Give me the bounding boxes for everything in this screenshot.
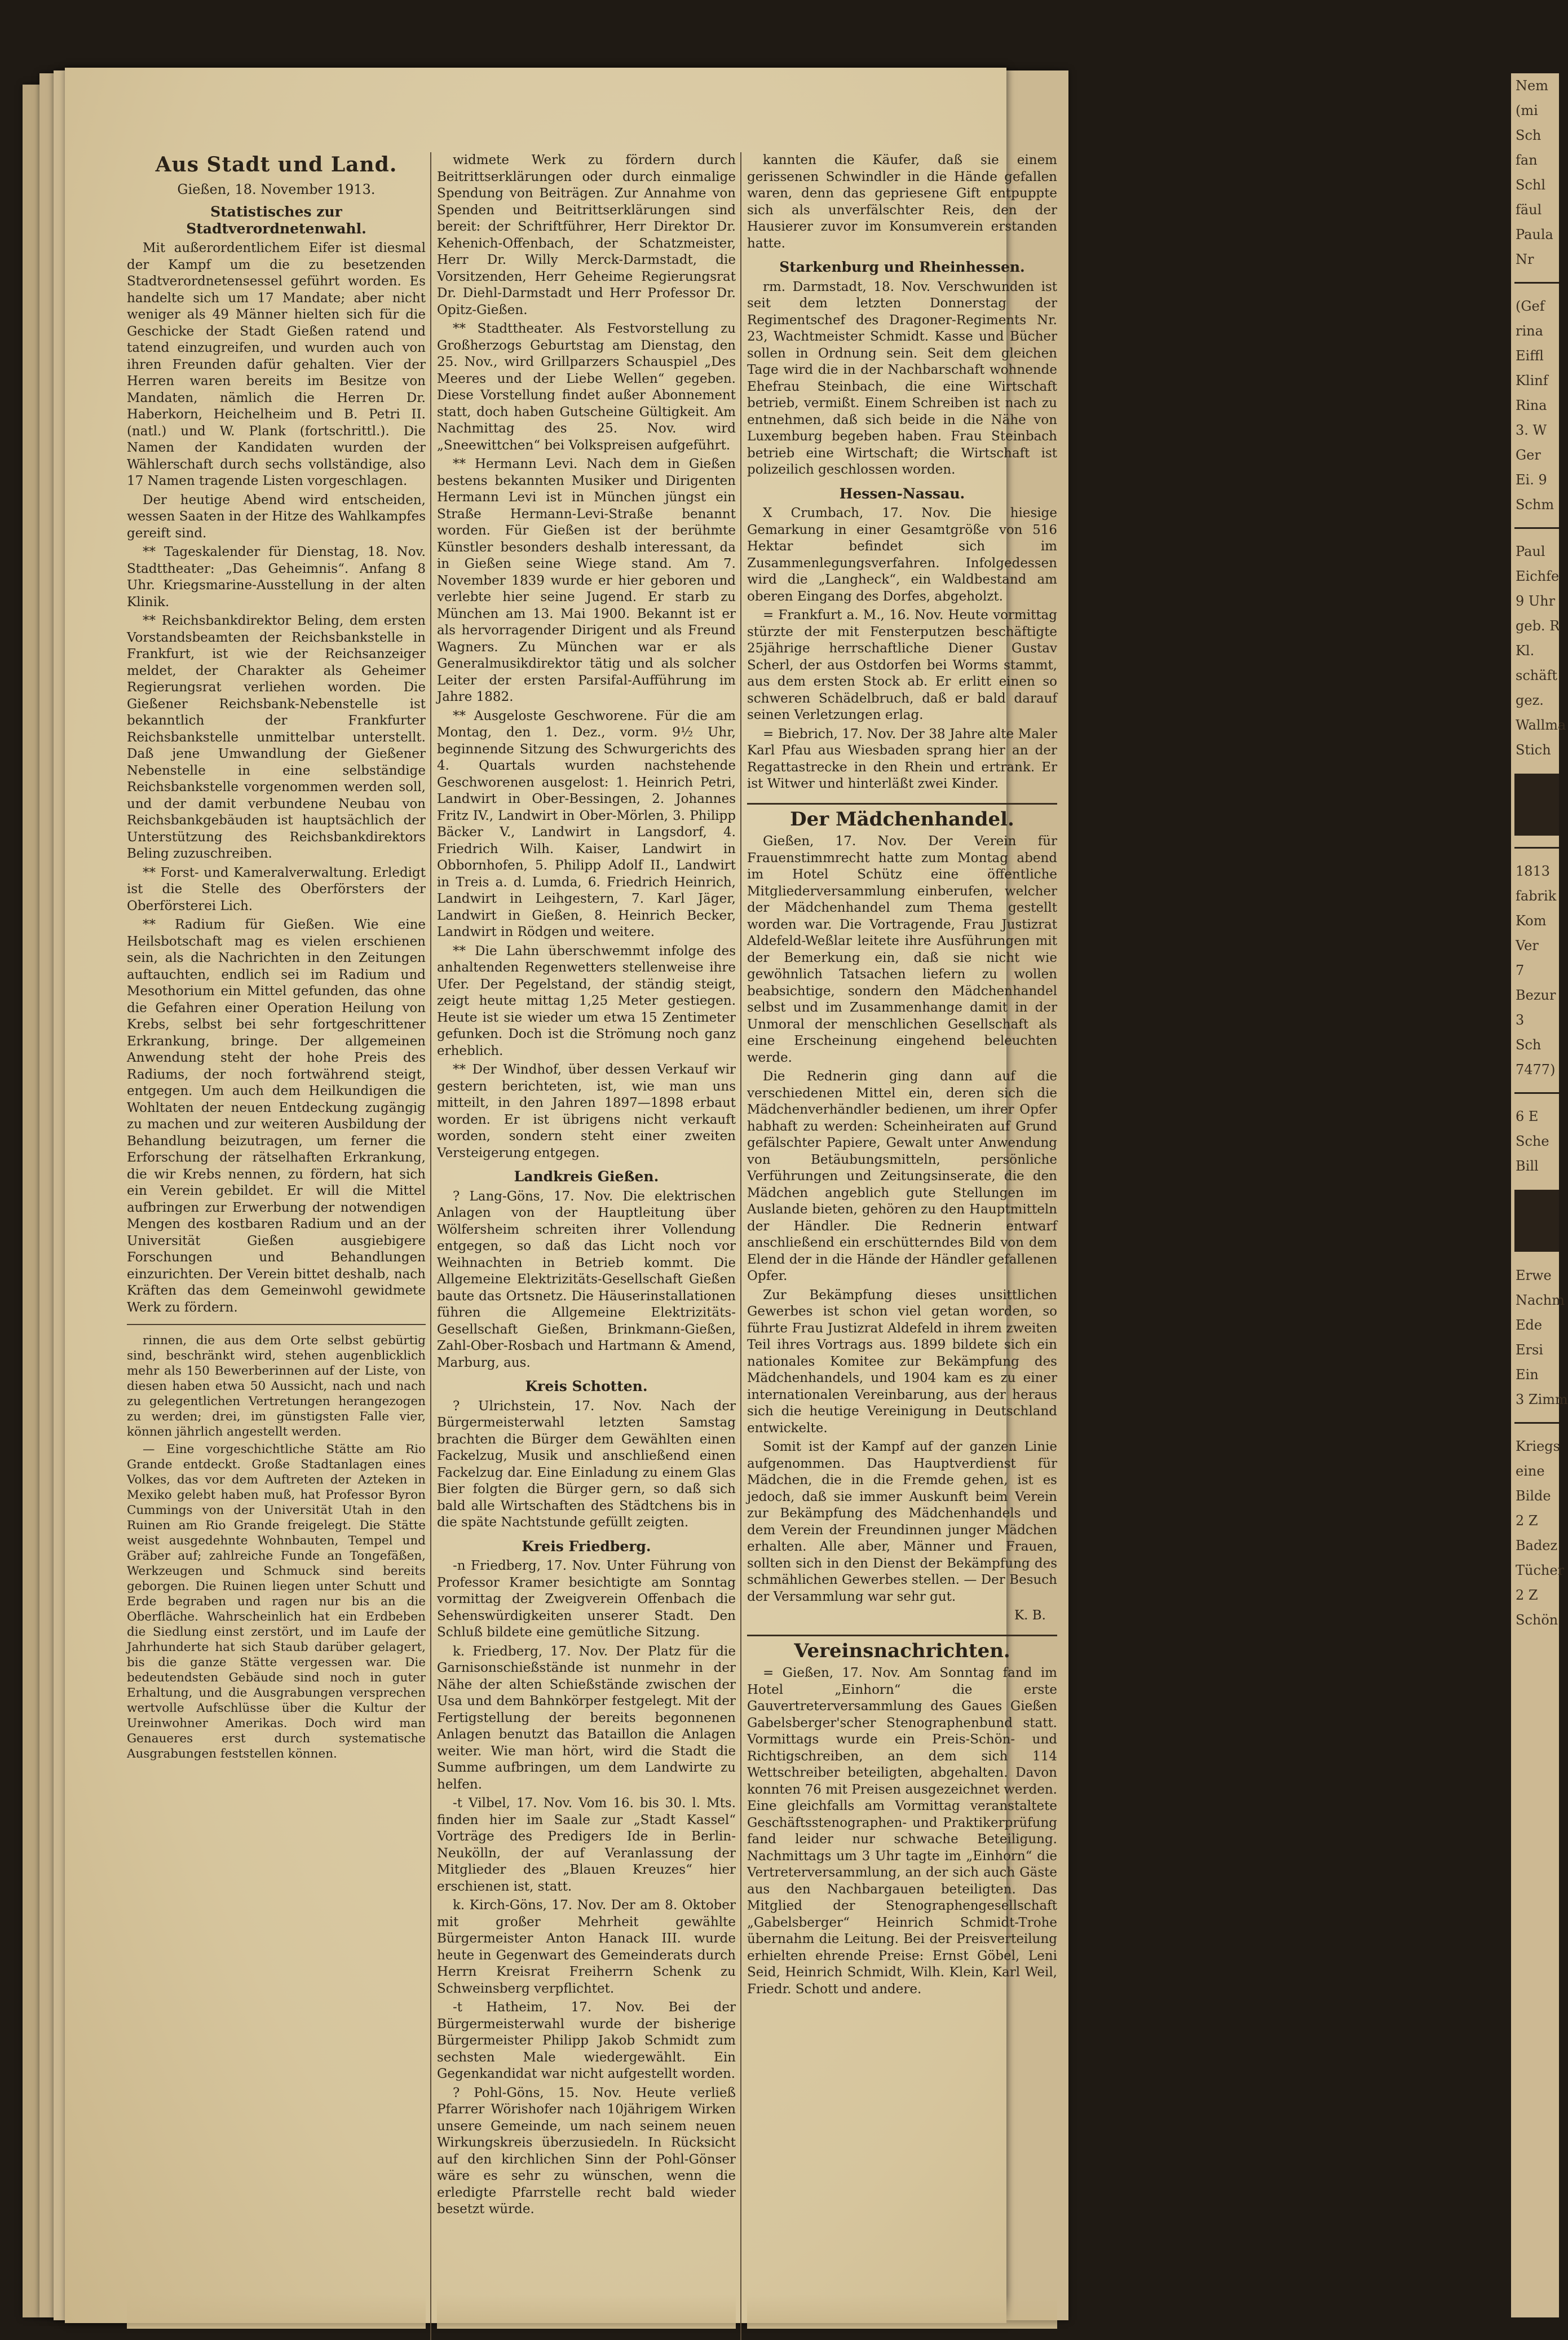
article-paragraph: = Frankfurt a. M., 16. Nov. Heute vormittag stürzte der mit Fensterputzen beschäftigte 25jährige herrschaftliche Diener Gustav Scherl, der aus Ostdorfen bei Worms stammt, aus dem ersten Stock ab. Er erlitt einen so schweren Schädelbruch, daß er bald darauf seinen Verletzungen erlag.	[747, 608, 1057, 722]
text-fragment: Klinf	[1516, 373, 1548, 388]
text-fragment: Ger	[1516, 447, 1541, 463]
text-fragment: Wallma	[1516, 717, 1566, 733]
divider	[127, 1324, 426, 1325]
text-fragment: Schl	[1516, 177, 1546, 193]
text-fragment: Bezur	[1516, 987, 1556, 1003]
article-paragraph: ? Ulrichstein, 17. Nov. Nach der Bürgermeisterwahl letzten Samstag brachten die Bürger dem Gewählten einen Fackelzug, Musik und anschließend einen Fackelzug dar. Eine Einladung zu einem Glas Bier folgten die Bürger gern, so daß sich bald alle Wirtschaften des Städtchens bis in die späte Nachtstunde gefüllt zeigten.	[437, 1398, 736, 1530]
article-paragraph: Der heutige Abend wird entscheiden, wessen Saaten in der Hitze des Wahlkampfes gereift sind.	[127, 492, 426, 541]
signature: K. B.	[1014, 1608, 1046, 1623]
article-paragraph: ** Radium für Gießen. Wie eine Heilsbotschaft mag es vielen erschienen sein, als die Nachrichten in den Zeitungen auftauchten, endlich sei im Radium und Mesothorium ein Mittel gefunden, das ohne die Gefahren einer Operation Heilung von Krebs, selbst bei sehr fortgeschrittener Erkrankung, bringe. Der allgemeinen Anwendung steht der hohe Preis des Radiums, der noch fortwährend steigt, entgegen. Um auch dem Heilkundigen die Wohltaten der neuen Entdeckung zugängig zu machen und zur weiteren Ausbildung der Behandlung beizutragen, um ferner die Erforschung der rätselhaften Erkrankung, die wir Krebs nennen, zu fördern, hat sich ein Verein gebildet. Er will die Mittel aufbringen zur Erwerbung der notwendigen Mengen des kostbaren Radium und an der Universität Gießen ausgiebigere Forschungen und Behandlungen einzurichten. Der Verein bittet deshalb, nach Kräften das dem Gemeinwohl gewidmete Werk zu fördern.	[127, 917, 426, 1315]
text-fragment: Nem	[1516, 78, 1548, 94]
text-fragment: Paula	[1516, 227, 1553, 242]
text-fragment: Rina	[1516, 398, 1547, 413]
article-paragraph: ** Der Windhof, über dessen Verkauf wir gestern berichteten, ist, wie man uns mitteilt, in den Jahren 1897—1898 erbaut worden. Er ist übrigens nicht verkauft worden, sondern steht einer zweiten Versteigerung entgegen.	[437, 1062, 736, 1160]
text-fragment: 3. W	[1516, 422, 1547, 438]
text-fragment: (mi	[1516, 103, 1538, 118]
region-heading: Hessen-Nassau.	[839, 485, 965, 502]
feature-heading: Der Mädchenhandel.	[747, 803, 1057, 828]
text-fragment: 7477)	[1516, 1062, 1556, 1078]
text-fragment: Badez	[1516, 1538, 1558, 1553]
text-fragment: Ein	[1516, 1367, 1539, 1383]
text-fragment: eine	[1516, 1463, 1545, 1479]
article-paragraph: ** Ausgeloste Geschworene. Für die am Montag, den 1. Dez., vorm. 9½ Uhr, beginnende Sitzung des Schwurgerichts des 4. Quartals wurden nachstehende Geschworenen ausgelost: 1. Heinrich Petri, Landwirt in Ober-Bessingen, 2. Johannes Fritz IV., Landwirt in Ober-Mörlen, 3. Philipp Bäcker V., Landwirt in Langsdorf, 4. Friedrich Wilh. Kaiser, Landwirt in Obbornhofen, 5. Philipp Adolf II., Landwirt in Treis a. d. Lumda, 6. Friedrich Heinrich, Landwirt in Leihgestern, 7. Karl Jäger, Landwirt in Gießen, 8. Heinrich Becker, Landwirt in Rödgen und weitere.	[437, 708, 736, 939]
article-paragraph: rinnen, die aus dem Orte selbst gebürtig sind, beschränkt wird, stehen augenblicklich mehr als 150 Bewerberinnen auf der Liste, von diesen haben etwa 50 Aussicht, nach und nach zu gelegentlichen Vertretungen herangezogen zu werden; drei, im günstigsten Falle vier, können jährlich angestellt werden.	[127, 1334, 426, 1439]
divider	[1514, 527, 1559, 529]
newspaper-page	[65, 68, 1057, 2323]
column-2	[437, 152, 736, 2329]
article-paragraph: = Biebrich, 17. Nov. Der 38 Jahre alte Maler Karl Pfau aus Wiesbaden sprang hier an der Regattastrecke in den Rhein und ertrank. Er ist Witwer und hinterläßt zwei Kinder.	[747, 726, 1057, 791]
article-paragraph: Die Rednerin ging dann auf die verschiedenen Mittel ein, deren sich die Mädchenverhändler bedienen, um ihrer Opfer habhaft zu werden: Scheinheiraten auf Grund gefälschter Papiere, Gewalt unter Anwendung von Betäubungsmitteln, persönliche Verführungen und Zeitungsinserate, die den Mädchen angeblich gute Stellungen im Auslande bieten, gehören zu den Hauptmitteln der Händler. Die Rednerin entwarf anschließend ein erschütterndes Bild von dem Elend der in die Hände der Händler gefallenen Opfer.	[747, 1069, 1057, 1283]
region-heading: Kreis Friedberg.	[522, 1538, 651, 1555]
text-fragment: Stich	[1516, 742, 1551, 758]
text-fragment: Erwe	[1516, 1268, 1552, 1283]
column-1	[127, 152, 426, 2329]
ad-block	[1514, 1190, 1559, 1252]
article-paragraph: Somit ist der Kampf auf der ganzen Linie aufgenommen. Das Hauptverdienst für Mädchen, die in die Fremde gehen, ist es jedoch, daß sie immer Auskunft beim Verein zur Bekämpfung des Mädchenhandels und dem Verein der Freundinnen junger Mädchen erhalten. Alle aber, Männer und Frauen, sollten sich in den Dienst der Bekämpfung des schmählichen Gewerbes stellen. — Der Besuch der Versammlung war sehr gut.	[747, 1440, 1057, 1604]
text-fragment: geb. R	[1516, 618, 1560, 634]
article-paragraph: widmete Werk zu fördern durch Beitrittserklärungen oder durch einmalige Spendung von Beiträgen. Zur Annahme von Spenden und Beitrittserklärungen sind bereit: der Schriftführer, Herr Direktor Dr. Kehenich-Offenbach, der Schatzmeister, Herr Dr. Willy Merck-Darmstadt, die Vorsitzenden, Herr Geheime Regierungsrat Dr. Diehl-Darmstadt und Herr Professor Dr. Opitz-Gießen.	[437, 153, 736, 317]
dateline: Gießen, 18. November 1913.	[177, 181, 376, 197]
region-heading: Kreis Schotten.	[525, 1378, 648, 1394]
divider	[1514, 282, 1559, 284]
article-paragraph: ** Tageskalender für Dienstag, 18. Nov. Stadttheater: „Das Geheimnis“. Anfang 8 Uhr. Kriegsmarine-Ausstellung in der alten Klinik.	[127, 545, 426, 610]
text-fragment: 6 E	[1516, 1109, 1539, 1124]
text-fragment: Kriegs	[1516, 1438, 1560, 1454]
article-paragraph: X Crumbach, 17. Nov. Die hiesige Gemarkung in einer Gesamtgröße von 516 Hektar befindet sich im Zusammenlegungsverfahren. Infolgedessen wird die „Langheck“, ein Waldbestand am oberen Eingang des Dorfes, abgeholzt.	[747, 506, 1057, 604]
text-fragment: Paul	[1516, 544, 1545, 559]
text-fragment: Sch	[1516, 1037, 1542, 1053]
divider	[1514, 1422, 1559, 1424]
article-paragraph: — Eine vorgeschichtliche Stätte am Rio Grande entdeckt. Große Stadtanlagen eines Volkes, das vor dem Auftreten der Azteken in Mexiko gelebt haben muß, hat Professor Byron Cummings von der Universität Utah in den Ruinen am Rio Grande freigelegt. Die Stätte weist ausgedehnte Wohnbauten, Tempel und Gräber auf; zahlreiche Funde an Tongefäßen, Werkzeugen und Schmuck sind bereits geborgen. Die Ruinen liegen unter Schutt und Erde begraben und ragen nur bis an die Oberfläche. Wahrscheinlich hat ein Erdbeben die Siedlung einst zerstört, und im Laufe der Jahrhunderte hat sich Staub darüber gelagert, bis die ganze Stätte vergessen war. Die bedeutendsten Gebäude sind noch in guter Erhaltung, und die Ausgrabungen versprechen wertvolle Aufschlüsse über die Kultur der Ureinwohner Amerikas. Doch wird man Genaueres erst durch systematische Ausgrabungen feststellen können.	[127, 1442, 426, 1761]
text-fragment: fäul	[1516, 202, 1542, 218]
text-fragment: Nr	[1516, 251, 1534, 267]
text-fragment: Sche	[1516, 1133, 1549, 1149]
text-fragment: gez.	[1516, 692, 1544, 708]
text-fragment: 2 Z	[1516, 1587, 1538, 1603]
ad-block	[1514, 774, 1559, 836]
article-paragraph: ** Forst- und Kameralverwaltung. Erledigt ist die Stelle des Oberförsters der Oberförsterei Lich.	[127, 865, 426, 913]
text-fragment: Tücher	[1516, 1562, 1565, 1578]
text-fragment: Sch	[1516, 127, 1542, 143]
article-paragraph: k. Friedberg, 17. Nov. Der Platz für die Garnisonschießstände ist nunmehr in der Nähe der alten Schießstände zwischen der Usa und dem Bahnkörper festgelegt. Mit der Fertigstellung der bereits begonnenen Anlagen benutzt das Bataillon die Anlagen weiter. Wie man hört, wird die Stadt die Summe aufbringen, um dem Landwirte zu helfen.	[437, 1644, 736, 1792]
article-paragraph: k. Kirch-Göns, 17. Nov. Der am 8. Oktober mit großer Mehrheit gewählte Bürgermeister Anton Hanack III. wurde heute in Gegenwart des Gemeinderats durch Herrn Kreisrat Freiherrn Schenk zu Schweinsberg verpflichtet.	[437, 1898, 736, 1996]
text-fragment: Kl.	[1516, 643, 1535, 659]
divider	[1514, 847, 1559, 849]
text-fragment: 2 Z	[1516, 1513, 1538, 1529]
adjacent-page-fragments	[1511, 73, 1568, 1632]
text-fragment: Bill	[1516, 1158, 1539, 1174]
region-heading: Starkenburg und Rheinhessen.	[779, 259, 1025, 275]
article-paragraph: Mit außerordentlichem Eifer ist diesmal der Kampf um die zu besetzenden Stadtverordnetensessel geführt worden. Es handelte sich um 17 Mandate; aber nicht weniger als 49 Männer hielten sich für die Geschicke der Stadt Gießen ratend und tatend einzugreifen, und wurden auch von ihren Freunden dafür gehalten. Vier der Herren waren bereits im Besitze von Mandaten, nämlich die Herren Dr. Haberkorn, Heichelheim und B. Petri II. (natl.) und W. Plank (fortschrittl.). Die Namen der Kandidaten wurden der Wählerschaft durch sechs vollständige, also 17 Namen tragende Listen vorgeschlagen.	[127, 241, 426, 488]
text-fragment: 9 Uhr	[1516, 593, 1556, 609]
article-paragraph: ** Reichsbankdirektor Beling, dem ersten Vorstandsbeamten der Reichsbankstelle in Frankfurt, ist wie der Reichsanzeiger meldet, der Charakter als Geheimer Regierungsrat verliehen worden. Die Gießener Reichsbank-Nebenstelle ist bekanntlich der Frankfurter Reichsbankstelle unmittelbar unterstellt. Daß jene Umwandlung der Gießener Nebenstelle in eine selbständige Reichsbankstelle vorgenommen werden soll, und der damit verbundene Neubau von Reichsbankgebäuden ist hauptsächlich der Unterstützung des Reichsbankdirektors Beling zuzuschreiben.	[127, 613, 426, 861]
text-fragment: Ver	[1516, 938, 1539, 953]
text-fragment: 7	[1516, 963, 1525, 978]
article-paragraph: ** Stadttheater. Als Festvorstellung zu Großherzogs Geburtstag am Dienstag, den 25. Nov., wird Grillparzers Schauspiel „Des Meeres und der Liebe Wellen“ gegeben. Diese Vorstellung findet außer Abonnement statt, doch haben Gutscheine Gültigkeit. Am Nachmittag des 25. Nov. wird „Sneewittchen“ bei Volkspreisen aufgeführt.	[437, 321, 736, 453]
text-fragment: Schön	[1516, 1612, 1558, 1628]
text-fragment: 1813	[1516, 863, 1551, 879]
article-paragraph: -t Vilbel, 17. Nov. Vom 16. bis 30. l. Mts. finden hier im Saale zur „Stadt Kassel“ Vorträge des Predigers Ide in Berlin-Neukölln, der auf Veranlassung der Mitglieder des „Blauen Kreuzes“ hier erschienen ist, statt.	[437, 1796, 736, 1894]
text-fragment: (Gef	[1516, 298, 1545, 314]
article-heading: Statistisches zur Stadtverordnetenwahl.	[186, 204, 366, 237]
article-paragraph: Gießen, 17. Nov. Der Verein für Frauenstimmrecht hatte zum Montag abend im Hotel Schütz eine öffentliche Mitgliederversammlung einberufen, welcher der Mädchenhandel zum Thema gestellt worden war. Die Vortragende, Frau Justizrat Aldefeld-Weßlar leitete ihre Ausführungen mit der Bemerkung ein, daß sie nicht wie gewöhnlich Tatsachen liefern zu wollen beabsichtige, sondern den Mädchenhandel selbst und im Zusammenhange damit in der Unmoral der menschlichen Gesellschaft als eine Erscheinung eingehend beleuchten werde.	[747, 834, 1057, 1065]
column-rule	[740, 152, 741, 2340]
article-paragraph: rm. Darmstadt, 18. Nov. Verschwunden ist seit dem letzten Donnerstag der Regimentschef des Dragoner-Regiments Nr. 23, Wachtmeister Schmidt. Kasse und Bücher sollen in Ordnung sein. Seit dem gleichen Tage wird die in der Nachbarschaft wohnende Ehefrau Steinbach, die eine Wirtschaft betrieb, vermißt. Einem Schreiben ist nach zu entnehmen, daß sich beide in die Nähe von Luxemburg begeben haben. Frau Steinbach betrieb eine Wirtschaft; die Wirtschaft ist polizeilich geschlossen worden.	[747, 279, 1057, 477]
text-fragment: Eichfe	[1516, 568, 1560, 584]
adjacent-page-edge	[1511, 73, 1568, 2317]
text-fragment: Ersi	[1516, 1342, 1543, 1358]
article-paragraph: ** Die Lahn überschwemmt infolge des anhaltenden Regenwetters stellenweise ihre Ufer. Der Pegelstand, der ständig steigt, zeigt heute mittag 1,25 Meter gestiegen. Heute ist sie wieder um etwa 15 Zentimeter gefunken. Doch ist die Strömung noch ganz erheblich.	[437, 943, 736, 1058]
article-paragraph: -t Hatheim, 17. Nov. Bei der Bürgermeisterwahl wurde der bisherige Bürgermeister Philipp Jakob Schmidt zum sechsten Male wiedergewählt. Ein Gegenkandidat war nicht aufgestellt worden.	[437, 2000, 736, 2081]
text-fragment: 3	[1516, 1012, 1525, 1028]
article-paragraph: kannten die Käufer, daß sie einem gerissenen Schwindler in die Hände gefallen waren, denn das gepriesene Gift entpuppte sich als unverfälschter Reis, den der Hausierer zuvor im Konsumverein erstanden hatte.	[747, 153, 1057, 251]
article-paragraph: ? Pohl-Göns, 15. Nov. Heute verließ Pfarrer Wörishofer nach 10jährigem Wirken unsere Gemeinde, um nach seinem neuen Wirkungskreis überzusiedeln. In Rücksicht auf den kirchlichen Sinn der Pohl-Gönser wäre es sehr zu wünschen, wenn die erledigte Pfarrstelle recht bald wieder besetzt würde.	[437, 2085, 736, 2217]
article-paragraph: Zur Bekämpfung dieses unsittlichen Gewerbes ist schon viel getan worden, so führte Frau Justizrat Aldefeld in ihrem zweiten Teil ihres Vortrags aus. 1899 bildete sich ein nationales Komitee zur Bekämpfung des Mädchenhandels, und 1904 kam es zu einer internationalen Vereinbarung, aus der heraus sich die heutige Vereinigung in Deutschland entwickelte.	[747, 1287, 1057, 1436]
text-fragment: fabrik	[1516, 888, 1557, 904]
text-fragment: Ei. 9	[1516, 472, 1547, 488]
section-title: Aus Stadt und Land.	[155, 153, 397, 176]
text-fragment: 3 Zimm	[1516, 1392, 1568, 1407]
text-fragment: Eiffl	[1516, 348, 1544, 364]
text-fragment: Bilde	[1516, 1488, 1551, 1504]
column-3	[747, 152, 1057, 2329]
divider	[1514, 1092, 1559, 1094]
text-fragment: rina	[1516, 323, 1543, 339]
text-fragment: schäft	[1516, 668, 1558, 683]
article-paragraph: = Gießen, 17. Nov. Am Sonntag fand im Hotel „Einhorn“ die erste Gauvertreterversammlung des Gaues Gießen Gabelsberger'scher Stenographenbund statt. Vormittags wurde ein Preis-Schön- und Richtigschreiben, an dem sich 114 Wettschreiber beteiligten, abgehalten. Davon konnten 76 mit Preisen ausgezeichnet werden. Eine gleichfalls am Vormittag veranstaltete Geschäftsstenographen- und Praktikerprüfung fand leider nur schwache Beteiligung. Nachmittags um 3 Uhr tagte im „Einhorn“ die Vertreterversammlung, an der sich auch Gäste aus den Nachbargauen beteiligten. Das Mitglied der Stenographengesellschaft „Gabelsberger“ Heinrich Schmidt-Trohe übernahm die Leitung. Bei der Preisverteilung erhielten ehrende Preise: Ernst Göbel, Leni Seid, Heinrich Schmidt, Wilh. Klein, Karl Weil, Friedr. Schott und andere.	[747, 1666, 1057, 1997]
column-rule	[430, 152, 431, 2340]
text-fragment: Kom	[1516, 913, 1547, 929]
text-fragment: fan	[1516, 152, 1538, 168]
article-paragraph: -n Friedberg, 17. Nov. Unter Führung von Professor Kramer besichtigte am Sonntag vormittag der Zweigverein Offenbach die Sehenswürdigkeiten unserer Stadt. Den Schluß bildete eine gemütliche Sitzung.	[437, 1558, 736, 1640]
region-heading: Landkreis Gießen.	[514, 1168, 659, 1185]
text-fragment: Schm	[1516, 497, 1554, 513]
article-paragraph: ? Lang-Göns, 17. Nov. Die elektrischen Anlagen von der Hauptleitung über Wölfersheim schreiten ihrer Vollendung entgegen, so daß das Licht noch vor Weihnachten in Betrieb kommt. Die Allgemeine Elektrizitäts-Gesellschaft Gießen baute das Ortsnetz. Die Häuserinstallationen führen die Allgemeine Elektrizitäts-Gesellschaft Gießen, Brinkmann-Gießen, Zahl-Ober-Rosbach und Hartmann & Amend, Marburg, aus.	[437, 1189, 736, 1370]
text-fragment: Nachm	[1516, 1292, 1565, 1308]
text-fragment: Ede	[1516, 1317, 1543, 1333]
feature-heading: Vereinsnachrichten.	[747, 1635, 1057, 1660]
article-paragraph: ** Hermann Levi. Nach dem in Gießen bestens bekannten Musiker und Dirigenten Hermann Levi ist in München jüngst ein Straße Hermann-Levi-Straße benannt worden. Für Gießen ist der berühmte Künstler besonders deshalb interessant, da in Gießen seine Wiege stand. Am 7. November 1839 wurde er hier geboren und verlebte hier seine Jugend. Er starb zu München am 13. Mai 1900. Bekannt ist er als hervorragender Dirigent und als Freund Wagners. Zu München war er als Generalmusikdirektor tätig und als solcher Leiter der ersten Parsifal-Aufführung im Jahre 1882.	[437, 457, 736, 704]
